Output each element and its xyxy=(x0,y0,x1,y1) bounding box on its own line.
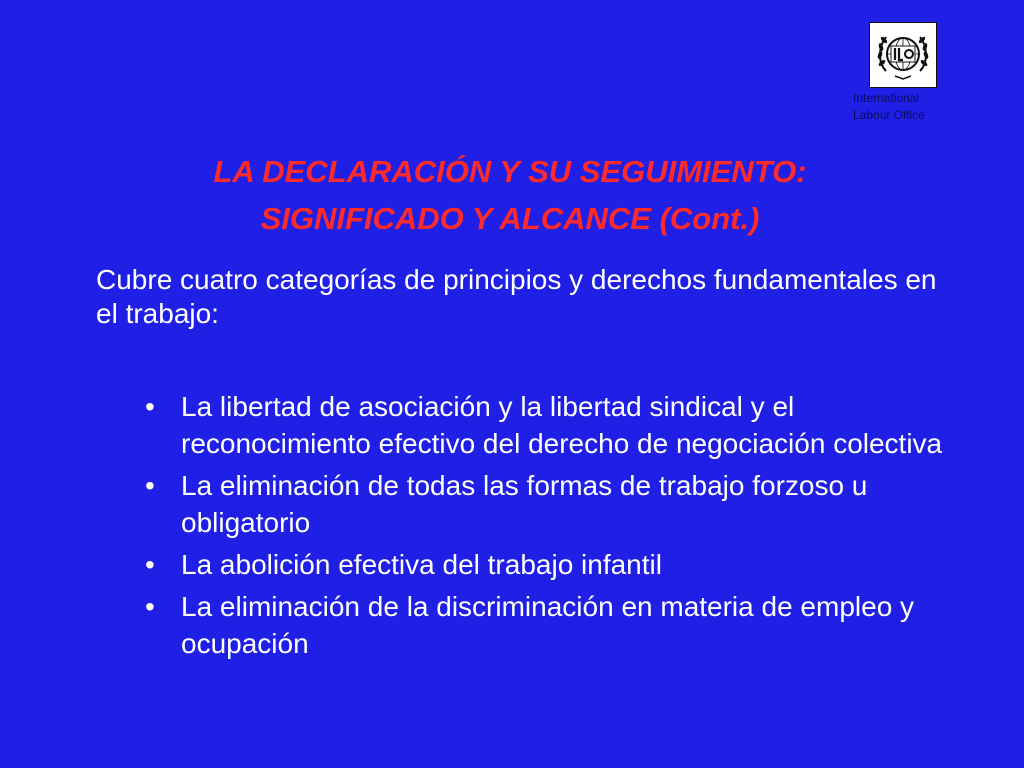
ilo-emblem-icon xyxy=(870,23,936,87)
bullet-item xyxy=(145,588,945,662)
bullet-text: La abolición efectiva del trabajo infantil xyxy=(181,549,662,580)
slide-title-line1: LA DECLARACIÓN Y SU SEGUIMIENTO: xyxy=(213,154,807,189)
slide-title xyxy=(100,148,920,242)
bullet-point-icon: • xyxy=(145,549,155,580)
bullet-point-icon: • xyxy=(145,391,155,422)
bullet-point-icon: • xyxy=(145,591,155,622)
bullet-text: La libertad de asociación y la libertad sindical y el reconocimiento efectivo del derecho de negociación colectiva xyxy=(181,391,943,459)
bullet-text: La eliminación de la discriminación en materia de empleo y ocupación xyxy=(181,591,915,659)
slide-title-line2: SIGNIFICADO Y ALCANCE (Cont.) xyxy=(260,201,760,236)
bullet-item xyxy=(145,388,945,462)
bullet-text: La eliminación de todas las formas de trabajo forzoso u obligatorio xyxy=(181,470,868,538)
bullet-item xyxy=(145,546,945,583)
logo-caption xyxy=(853,90,963,124)
ilo-logo xyxy=(869,22,937,88)
bullet-list xyxy=(145,388,945,667)
intro-paragraph: Cubre cuatro categorías de principios y derechos fundamentales en el trabajo: xyxy=(96,264,937,329)
logo-caption-line1: International xyxy=(853,91,920,105)
bullet-item xyxy=(145,467,945,541)
bullet-point-icon: • xyxy=(145,470,155,501)
logo-caption-line2: Labour Office xyxy=(853,108,925,122)
